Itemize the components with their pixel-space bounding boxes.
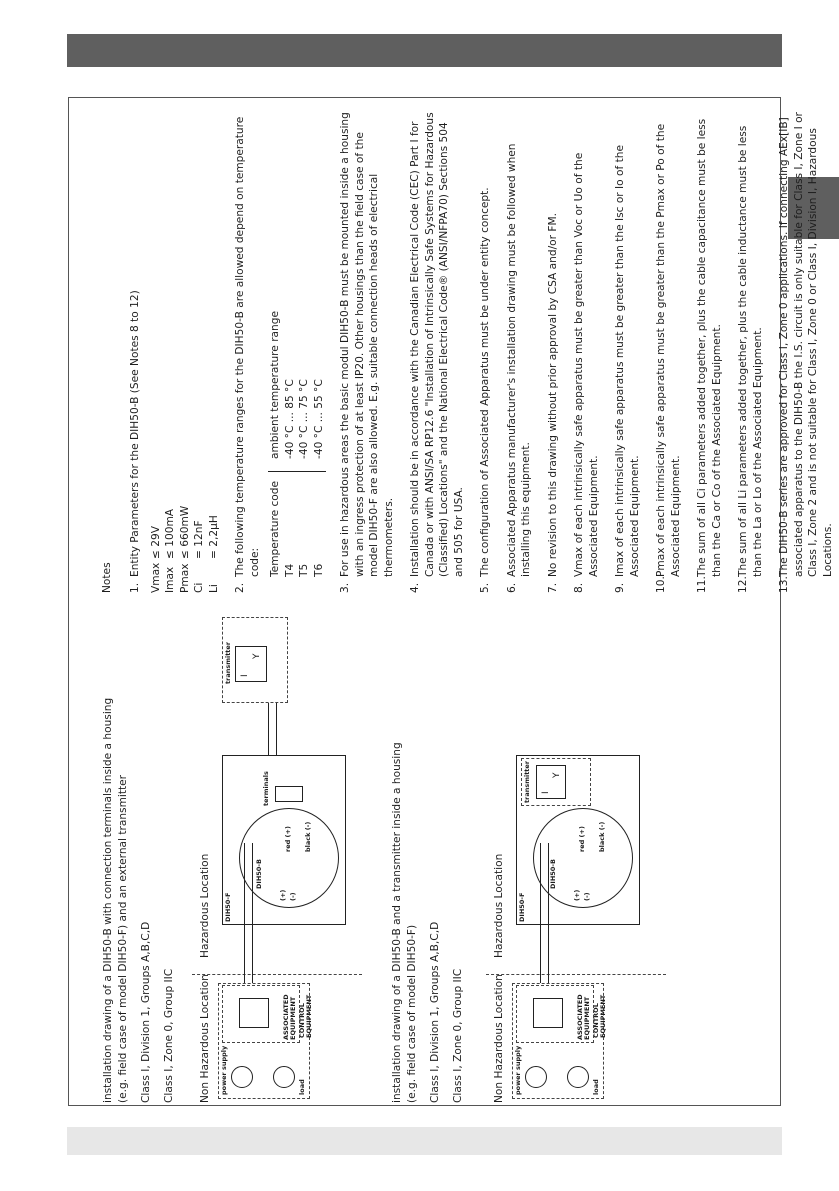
param-value: = 2,2µH [207,515,220,559]
param-value: ≤ 660mW [178,505,191,559]
class-division-text: Class I, Division 1, Groups A,B,C,D [140,921,152,1103]
temp-header: ambient temperature range [268,311,283,472]
field-case-label: DIH50-F [518,892,526,922]
note-number: 1. [129,582,141,593]
power-supply-label: power supply [220,1045,228,1095]
class-zone-text: Class I, Zone 0, Group IIC [163,968,175,1103]
dih50-b-display [533,808,633,908]
internal-transmitter-box [521,758,591,806]
diagrams-panel [72,513,778,1103]
param-value: ≤ 100mA [164,508,176,559]
transmitter-label: transmitter [523,760,531,803]
entity-parameters [149,103,222,593]
black-wire-label: black (-) [304,821,312,852]
wire [268,703,269,755]
note-text: The sum of all Ci parameters added together, plus the cable capacitance must be less than the Ca or Co of the Associated Equipment. [696,118,723,577]
field-case-label: DIH50-F [224,892,232,922]
note-6: 6. Associated Apparatus manufacturer's installation drawing must be followed when installing this equipment. [505,143,532,593]
terminal-block [275,786,303,802]
transmitter-label: transmitter [224,641,232,684]
note-text: No revision to this drawing without prior approval by CSA and/or FM. [546,213,559,577]
rotated-page-content [72,99,834,1103]
notes-panel [72,93,834,593]
non-hazardous-label: Non Hazardous Location [199,974,211,1103]
note-8: 8. Vmax of each intrinsically safe apparatus must be greater than Voc or Uo of the Associated Equipment. [573,152,600,593]
device-label: DIH50-B [549,859,557,889]
note-9: 9. Imax of each intrinsically safe apparatus must be greater than the Isc or Io of the Associated Equipment. [614,145,641,593]
temp-header: Temperature code [269,480,281,577]
zone-divider [192,974,362,975]
note-2: 2. The following temperature ranges for the DIH50-B are allowed depend on temperature code: Temperature code ambient temperature range T4 -40 °C ... 85 °C T5 -40 °C ... 75 °C T6 -40 °C ... 55 °C [233,103,326,593]
dih50-b-display [239,808,339,908]
diagram-title-line: installation drawing of a DIH50-B with connection terminals inside a housing [102,697,114,1103]
plus-terminal-label: (+) [279,889,287,901]
wire [276,703,277,755]
note-1 [128,103,221,593]
load-meter-icon [567,1066,589,1088]
field-case-box [516,755,640,925]
note-text: Installation should be in accordance with the Canadian Electrical Code (CEC) Part I for Canada or with ANSI/SA RP12.6 "Installation of Intrinsically Safe Systems for Hazardous (Classified) Locations" and the National Electrical Code® (ANSI/NFPA70) Sections 504 and 505 for USA. [409,112,465,577]
diagram-title-line: (e.g. field case of model DIH50-F) [406,924,418,1103]
note-7: 7. No revision to this drawing without prior approval by CSA and/or FM. [546,213,559,593]
param-value: = 12nF [193,520,205,559]
minus-terminal-label: (-) [583,892,591,901]
note-text: Pmax of each intrinsically safe apparatus must be greater than the Pmax or Po of the Associated Equipment. [655,123,682,577]
output-symbol: Y [552,772,562,778]
notes-list [128,103,839,593]
power-supply-icon [231,1066,253,1088]
temp-code: T6 [312,563,325,577]
param-name: Ci [193,582,205,593]
param-value: ≤ 29V [149,526,162,559]
note-5: 5. The configuration of Associated Apparatus must be under entity concept. [479,187,491,593]
param-name: Pmax [178,563,191,593]
associated-equipment-label: ASSOCIATED EQUIPMENT [576,994,591,1040]
header-bar [67,34,782,67]
hazardous-label: Hazardous Location [199,853,211,958]
note-text: The following temperature ranges for the DIH50-B are allowed depend on temperature code: [234,116,261,577]
diagram-2 [372,603,672,1103]
power-supply-label: power supply [514,1045,522,1095]
red-wire-label: red (+) [578,826,586,852]
temperature-table [268,103,326,577]
hazardous-label: Hazardous Location [493,853,505,958]
zone-divider [486,974,666,975]
transmitter-icon [536,765,566,799]
terminals-label: terminals [262,771,270,806]
control-equipment-label: CONTROL EQUIPMENT [298,994,313,1038]
field-case-box [222,755,346,925]
associated-equipment-box [222,985,300,1043]
black-wire-label: black (-) [598,821,606,852]
transmitter-icon [235,646,267,682]
diagram-title-line: installation drawing of a DIH50-B and a transmitter inside a housing [391,742,403,1103]
note-4: 4. Installation should be in accordance with the Canadian Electrical Code (CEC) Part I for Canada or with ANSI/SA RP12.6 "Installation of Intrinsically Safe Systems for Hazardous (Classified) Locations" and the National Electrical Code® (ANSI/NFPA70) Sections 504 and 505 for USA. [409,112,465,593]
associated-equipment-label: ASSOCIATED EQUIPMENT [282,994,297,1040]
note-10: 10. Pmax of each intrinsically safe apparatus must be greater than the Pmax or Po of the Associated Equipment. [655,123,682,593]
note-text: Vmax of each intrinsically safe apparatus must be greater than Voc or Uo of the Associated Equipment. [573,152,600,577]
temp-range: -40 °C ... 75 °C [297,379,312,472]
load-meter-icon [273,1066,295,1088]
note-text: Associated Apparatus manufacturer's installation drawing must be followed when installing this equipment. [505,143,532,577]
param-name: Imax [164,566,176,593]
output-symbol: Y [252,653,262,659]
current-symbol: I [541,791,551,794]
notes-heading: Notes [101,562,113,593]
associated-equipment-box [516,985,594,1043]
plus-terminal-label: (+) [573,889,581,901]
external-transmitter-box [222,617,288,703]
class-division-text: Class I, Division 1, Groups A,B,C,D [429,921,441,1103]
note-text: The sum of all Li parameters added together, plus the cable inductance must be less than the La or Lo of the Associated Equipment. [737,125,764,577]
minus-terminal-label: (-) [289,892,297,901]
param-name: Vmax [149,562,162,593]
temp-code: T5 [298,563,310,577]
non-hazardous-label: Non Hazardous Location [493,974,505,1103]
control-equipment-label: CONTROL EQUIPMENT [592,994,607,1038]
class-zone-text: Class I, Zone 0, Group IIC [452,968,464,1103]
load-label: load [298,1079,306,1095]
note-text: The configuration of Associated Apparatus must be under entity concept. [479,187,491,577]
current-symbol: I [240,674,250,677]
device-label: DIH50-B [255,859,263,889]
red-wire-label: red (+) [284,826,292,852]
note-text: Entity Parameters for the DIH50-B (See Notes 8 to 12) [129,290,141,577]
load-label: load [592,1079,600,1095]
note-text: Imax of each intrinsically safe apparatus must be greater than the Isc or Io of the Associated Equipment. [614,145,641,577]
note-3: 3. For use in hazardous areas the basic modul DIH50-B must be mounted inside a housing with an ingress protection of at least IP20. Other housings than the field case of the model DIH50-F are also allowed. E.g. suitable connection heads of electrical thermometers. [339,112,395,593]
barrier-icon [533,998,563,1028]
note-text: For use in hazardous areas the basic modul DIH50-B must be mounted inside a housing with an ingress protection of at least IP20. Other housings than the field case of the model DIH50-F are also allowed. E.g. suitable connection heads of electrical thermometers. [339,112,395,577]
temp-code: T4 [283,563,296,577]
footer-bar [67,1127,782,1155]
param-name: Li [207,584,220,593]
barrier-icon [239,998,269,1028]
diagram-title-line: (e.g. field case of model DIH50-F) and an external transmitter [117,774,129,1103]
note-12: 12. The sum of all Li parameters added together, plus the cable inductance must be less than the La or Lo of the Associated Equipment. [737,125,764,593]
temp-range: -40 °C ... 85 °C [283,379,298,472]
temp-range: -40 °C ... 55 °C [312,379,327,472]
power-supply-icon [525,1066,547,1088]
diagram-1 [72,603,372,1103]
note-13: 13. The DIH50-B series are approved for Class I, Zone 0 applications. If connecting AEx[IB] associated apparatus to the DIH50-B the I.S. circuit is only suitable for Class I, Zone I or Class I, Zone 2 and is not suitable for Class I, Zone 0 or Class I, Division I, Hazardous Locations. [778,112,834,593]
note-text: The DIH50-B series are approved for Class I, Zone 0 applications. If connecting AEx[IB] associated apparatus to the DIH50-B the I.S. circuit is only suitable for Class I, Zone I or Class I, Zone 2 and is not suitable for Class I, Zone 0 or Class I, Division I, Hazardous Locations. [778,112,834,577]
note-11: 11. The sum of all Ci parameters added together, plus the cable capacitance must be less than the Ca or Co of the Associated Equipment. [696,118,723,593]
